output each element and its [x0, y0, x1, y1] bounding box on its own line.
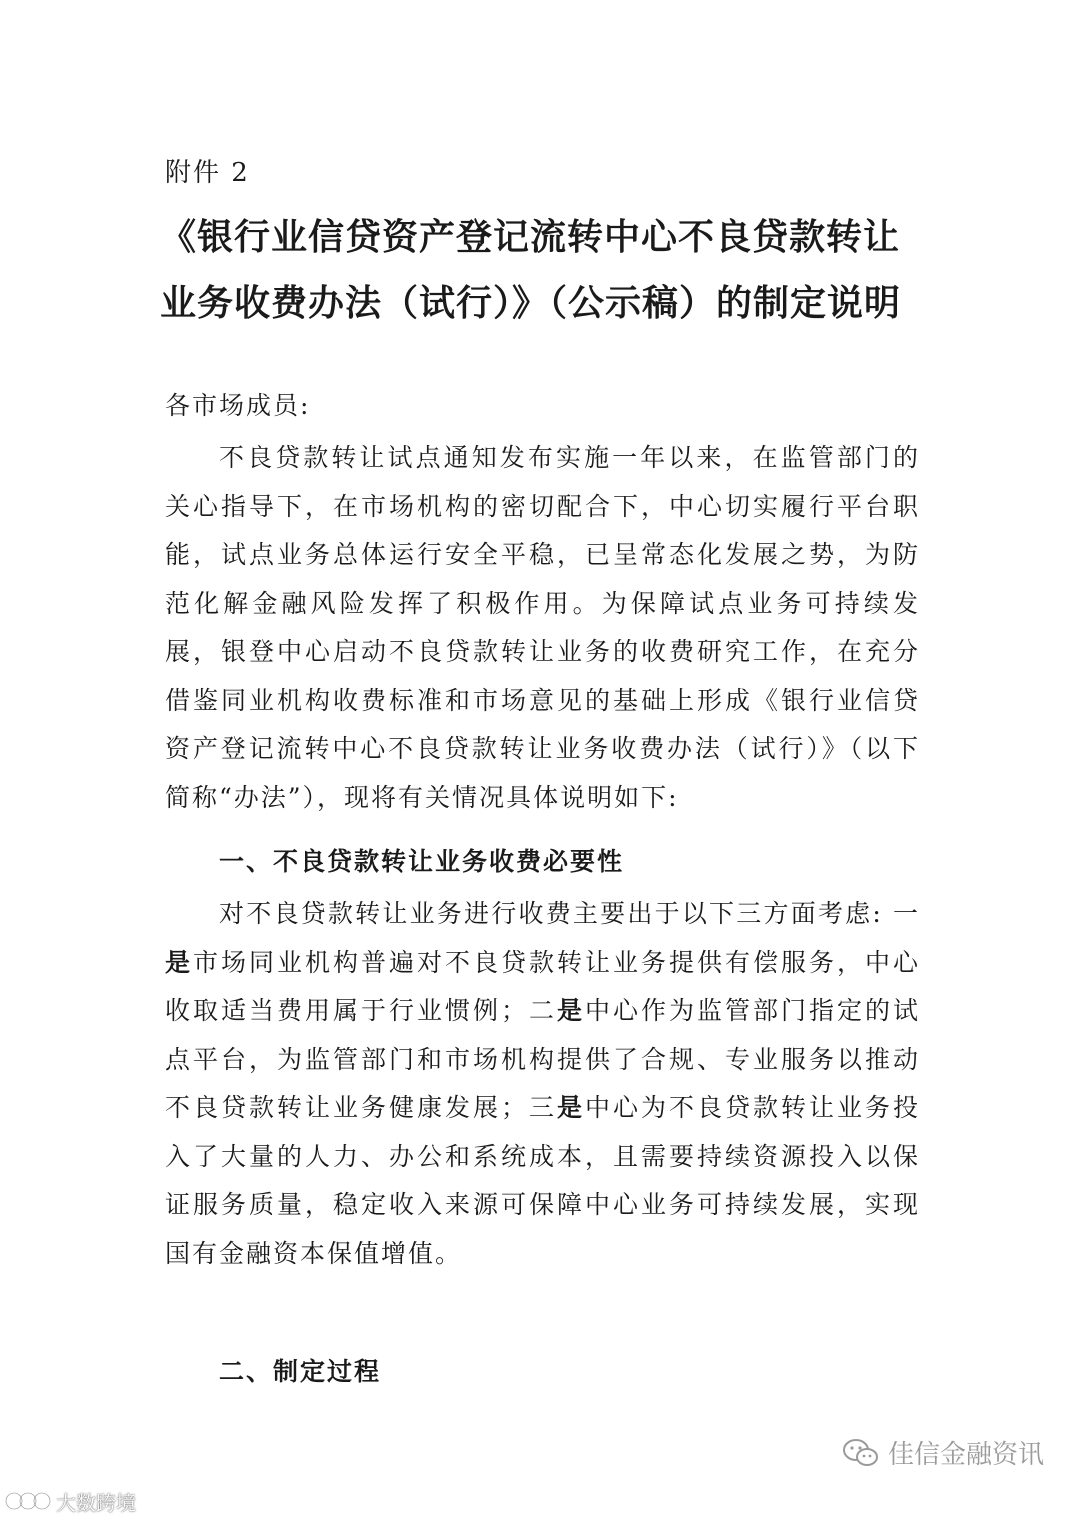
wechat-account-name: 佳信金融资讯 [887, 1440, 1044, 1470]
paragraph-2-part-2: 市场同业机构普遍对不良贷款转让业务提供有偿服务，中心收取适当费用属于行业惯例；二 [165, 947, 920, 1025]
site-logo-text: 大数跨境 [56, 1490, 136, 1515]
salutation: 各市场成员: [165, 391, 311, 420]
paragraph-1: 不良贷款转让试点通知发布实施一年以来，在监管部门的关心指导下，在市场机构的密切配合下，中心切实履行平台职能，试点业务总体运行安全平稳，已呈常态化发展之势，为防范化解金融风险发挥了积极作用。为保障试点业务可持续发展，银登中心启动不良贷款转让业务的收费研究工作，在充分借鉴同业机构收费标准和市场意见的基础上形成《银行业信贷资产登记流转中心不良贷款转让业务收费办法（试行）》（以下简称“办法”），现将有关情况具体说明如下: [165, 443, 920, 812]
emphasis-2: 是 [556, 996, 585, 1025]
section-heading-2: 二、制定过程 [219, 1357, 382, 1386]
document-title [160, 205, 940, 337]
wechat-watermark [842, 1434, 1044, 1471]
section-heading-1: 一、不良贷款转让业务收费必要性 [219, 847, 625, 876]
paragraph-2-part-1: 对不良贷款转让业务进行收费主要出于以下三方面考虑: 一 [219, 899, 920, 928]
emphasis-3: 是 [556, 1093, 585, 1122]
paragraph-2-part-3: 中心作为监管部门指定的试点平台，为监管部门和市场机构提供了合规、专业服务以推动不良贷款转让业务健康发展；三 [165, 996, 920, 1122]
site-watermark [4, 1486, 136, 1516]
title-line-2: 业务收费办法（试行）》（公示稿）的制定说明 [160, 283, 902, 324]
wechat-icon [842, 1438, 880, 1468]
attachment-label: 附件 2 [165, 158, 250, 188]
paragraph-2 [165, 890, 920, 1278]
emphasis-1: 是 [165, 947, 193, 977]
title-line-1: 《银行业信贷资产登记流转中心不良贷款转让 [160, 217, 901, 258]
paragraph-2-part-4: 中心为不良贷款转让业务投入了大量的人力、办公和系统成本，且需要持续资源投入以保证服务质量，稳定收入来源可保障中心业务可持续发展，实现国有金融资本保值增值。 [165, 1093, 920, 1268]
dashu-logo-icon [4, 1486, 52, 1516]
